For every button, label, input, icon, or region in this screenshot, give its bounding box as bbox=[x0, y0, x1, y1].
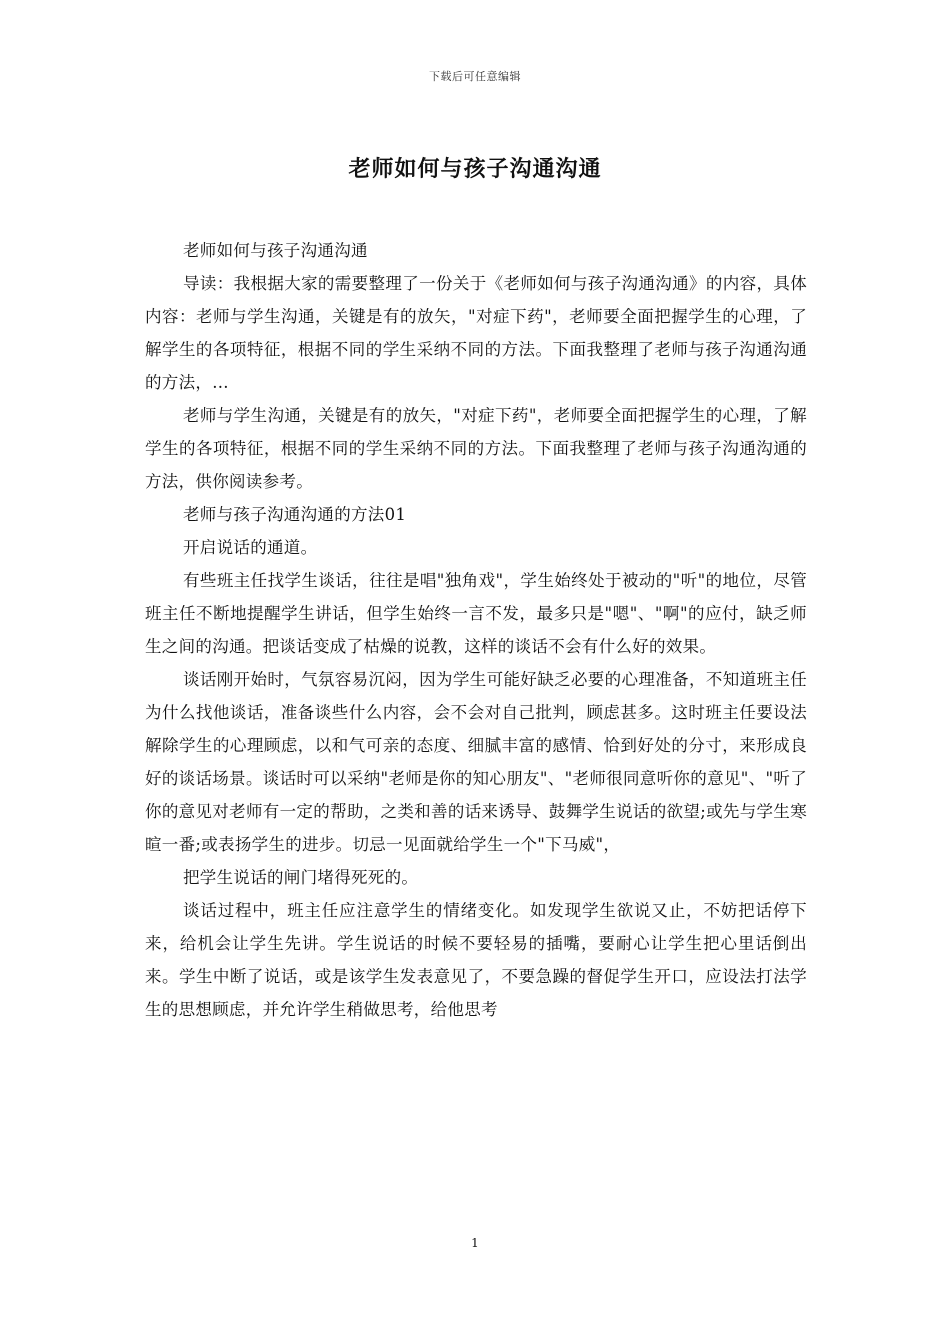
document-body bbox=[145, 234, 807, 1026]
section-heading-method-01: 老师与孩子沟通沟通的方法01 bbox=[183, 505, 407, 524]
header-note: 下载后可任意编辑 bbox=[429, 70, 521, 83]
paragraph-body: 谈话刚开始时，气氛容易沉闷，因为学生可能好缺乏必要的心理准备，不知道班主任为什么找他谈话，准备谈些什么内容，会不会对自己批判，顾虑甚多。这时班主任要设法解除学生的心理顾虑，以和气可亲的态度、细腻丰富的感情、恰到好处的分寸，来形成良好的谈话场景。谈话时可以采纳"老师是你的知心朋友"、"老师很同意听你的意见"、"听了你的意见对老师有一定的帮助，之类和善的话来诱导、鼓舞学生说话的欲望;或先与学生寒暄一番;或表扬学生的进步。切忌一见面就给学生一个"下马威"， bbox=[145, 670, 807, 854]
document-title: 老师如何与孩子沟通沟通 bbox=[348, 156, 602, 182]
paragraph-body: 有些班主任找学生谈话，往往是唱"独角戏"，学生始终处于被动的"听"的地位，尽管班主任不断地提醒学生讲话，但学生始终一言不发，最多只是"嗯"、"啊"的应付，缺乏师生之间的沟通。把谈话变成了枯燥的说教，这样的谈话不会有什么好的效果。 bbox=[145, 571, 807, 656]
paragraph-body: 谈话过程中，班主任应注意学生的情绪变化。如发现学生欲说又止，不妨把话停下来，给机会让学生先讲。学生说话的时候不要轻易的插嘴，要耐心让学生把心里话倒出来。学生中断了说话，或是该学生发表意见了，不要急躁的督促学生开口，应设法打法学生的思想顾虑，并允许学生稍做思考，给他思考 bbox=[145, 901, 807, 1019]
paragraph-summary: 老师与学生沟通，关键是有的放矢，"对症下药"，老师要全面把握学生的心理，了解学生的各项特征，根据不同的学生采纳不同的方法。下面我整理了老师与孩子沟通沟通的方法，供你阅读参考。 bbox=[145, 406, 807, 491]
paragraph-body: 把学生说话的闸门堵得死死的。 bbox=[183, 868, 419, 887]
section-subheading: 开启说话的通道。 bbox=[183, 538, 318, 557]
paragraph-intro: 导读：我根据大家的需要整理了一份关于《老师如何与孩子沟通沟通》的内容，具体内容：老师与学生沟通，关键是有的放矢，"对症下药"，老师要全面把握学生的心理，了解学生的各项特征，根据不同的学生采纳不同的方法。下面我整理了老师与孩子沟通沟通的方法，... bbox=[145, 274, 807, 392]
paragraph-subtitle: 老师如何与孩子沟通沟通 bbox=[183, 241, 368, 260]
page-number: 1 bbox=[471, 1236, 479, 1250]
